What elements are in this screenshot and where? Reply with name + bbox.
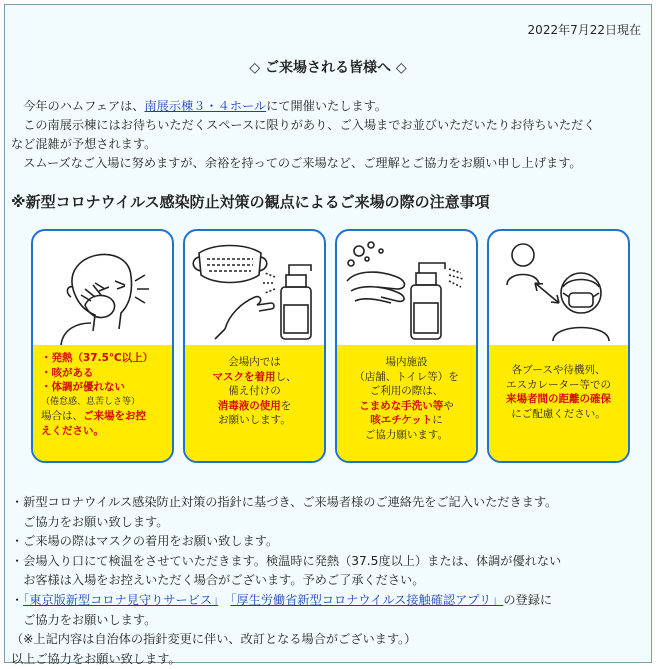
social-distance-icon: [489, 231, 628, 345]
card-handwash-line1: 場内施設: [385, 356, 428, 368]
card-fever: [31, 229, 174, 463]
note-mask: ・ご来場の際はマスクの着用をお願い致します。: [11, 534, 279, 549]
card-mask-line2: [185, 370, 324, 385]
use-sanitizer-emphasis: 消毒液の使用: [217, 399, 281, 412]
note-apps-separator: [218, 593, 230, 607]
notice-date: 2022年7月22日現在: [527, 23, 641, 37]
note-apps-bullet: ・: [11, 592, 24, 607]
wear-mask-emphasis: マスクを着用: [212, 370, 276, 383]
card-distance: [487, 229, 630, 463]
card-distance-text: [489, 345, 628, 461]
mhlw-contact-app-link[interactable]: 「厚生労働省新型コロナウイルス接触確認アプリ」: [230, 592, 504, 607]
card-handwash-line5-suffix: に: [432, 414, 443, 426]
intro-venue-prefix: 今年のハムフェアは、: [23, 99, 145, 113]
handwash-sanitizer-icon: [337, 231, 476, 345]
section-title: ※新型コロナウイルス感染防止対策の観点によるご来場の際の注意事項: [11, 193, 490, 211]
precaution-cards: [31, 229, 631, 465]
cough-condition: ・咳がある: [41, 366, 94, 379]
card-fever-line6: えください。: [41, 424, 104, 437]
card-fever-line5-prefix: 場合は、: [41, 410, 83, 422]
note-contact-info-cont: ご協力をお願い致します。: [23, 514, 169, 529]
venue-link[interactable]: 南展示棟３・４ホール: [144, 99, 267, 113]
note-apps-suffix: の登録に: [503, 592, 553, 607]
note-temperature: ・会場入り口にて検温をさせていただきます。検温時に発熱（37.5度以上）または、体調が優れない: [11, 553, 562, 568]
card-mask-line1: 会場内では: [228, 356, 281, 368]
card-distance-line2: エスカレーター等での: [506, 378, 611, 391]
card-handwash-line4: [337, 399, 476, 414]
note-apps: [11, 591, 645, 611]
card-handwash-line5: [337, 413, 476, 428]
card-fever-line5: [41, 409, 172, 424]
note-contact-info: ・新型コロナウイルス感染防止対策の指針に基づき、ご来場者様のご連絡先をご記入いただきます。: [11, 495, 558, 509]
fever-condition: ・発熱（37.5℃以上）: [41, 352, 154, 364]
intro-venue-suffix: にて開催いたします。: [266, 99, 387, 113]
card-handwash: [335, 229, 478, 463]
unwell-condition: ・体調が優れない: [41, 381, 125, 393]
card-handwash-text: [337, 345, 476, 461]
card-mask-line3: 備え付けの: [228, 385, 281, 397]
intro-line-crowding-cont: など混雑が予想されます。: [11, 137, 157, 151]
card-handwash-line3: ご利用の際は、: [369, 385, 444, 397]
person-coughing-icon: [33, 231, 172, 345]
card-mask-line4: [185, 399, 324, 414]
card-distance-line4: にご配慮ください。: [511, 407, 606, 420]
card-distance-line1: 各ブースや待機列、: [511, 364, 606, 376]
note-temperature-cont: お客様は入場をお控えいただく場合がございます。予めご了承ください。: [23, 573, 425, 588]
intro-line-request: スムーズなご入場に努めますが、余裕を持ってのご来場など、ご理解とご協力をお願い申し上げます。: [23, 156, 582, 170]
card-fever-line5-emphasis: ご来場をお控: [83, 410, 146, 422]
card-mask-text: [185, 345, 324, 461]
card-handwash-line4-suffix: や: [443, 399, 454, 412]
intro-text: [11, 97, 643, 173]
keep-distance-emphasis: 来場者間の距離の確保: [506, 393, 611, 405]
note-apps-cont: ご協力をお願いします。: [23, 612, 157, 627]
intro-line-crowding: この南展示棟にはお待ちいただくスペースに限りがあり、ご入場までお並びいただいたりお待ちいただく: [23, 118, 596, 132]
card-mask: [183, 229, 326, 463]
handwash-emphasis: こまめな手洗い等: [359, 399, 444, 412]
unwell-examples: （倦怠感、息苦しさ等）: [41, 396, 141, 407]
card-handwash-line2: （店舗、トイレ等）を: [354, 370, 459, 383]
note-closing: 以上ご協力をお願い致します。: [11, 651, 181, 666]
card-mask-line4-suffix: を: [280, 399, 292, 412]
card-mask-line5: お願いします。: [218, 414, 291, 426]
intro-line-venue: [11, 97, 643, 116]
card-fever-text: [33, 345, 172, 461]
card-mask-line2-suffix: し、: [275, 370, 297, 383]
tokyo-monitoring-link[interactable]: 「東京版新型コロナ見守りサービス」: [23, 592, 219, 607]
note-disclaimer: （※上記内容は自治体の指針変更に伴い、改訂となる場合がございます。）: [11, 632, 417, 647]
card-handwash-line6: ご協力願います。: [364, 428, 449, 441]
page-title: ◇ ご来場される皆様へ ◇: [249, 60, 407, 76]
cough-etiquette-emphasis: 咳エチケット: [370, 414, 433, 426]
notes-list: [11, 493, 645, 669]
notice-panel: [4, 4, 652, 666]
mask-and-sanitizer-icon: [185, 231, 324, 345]
